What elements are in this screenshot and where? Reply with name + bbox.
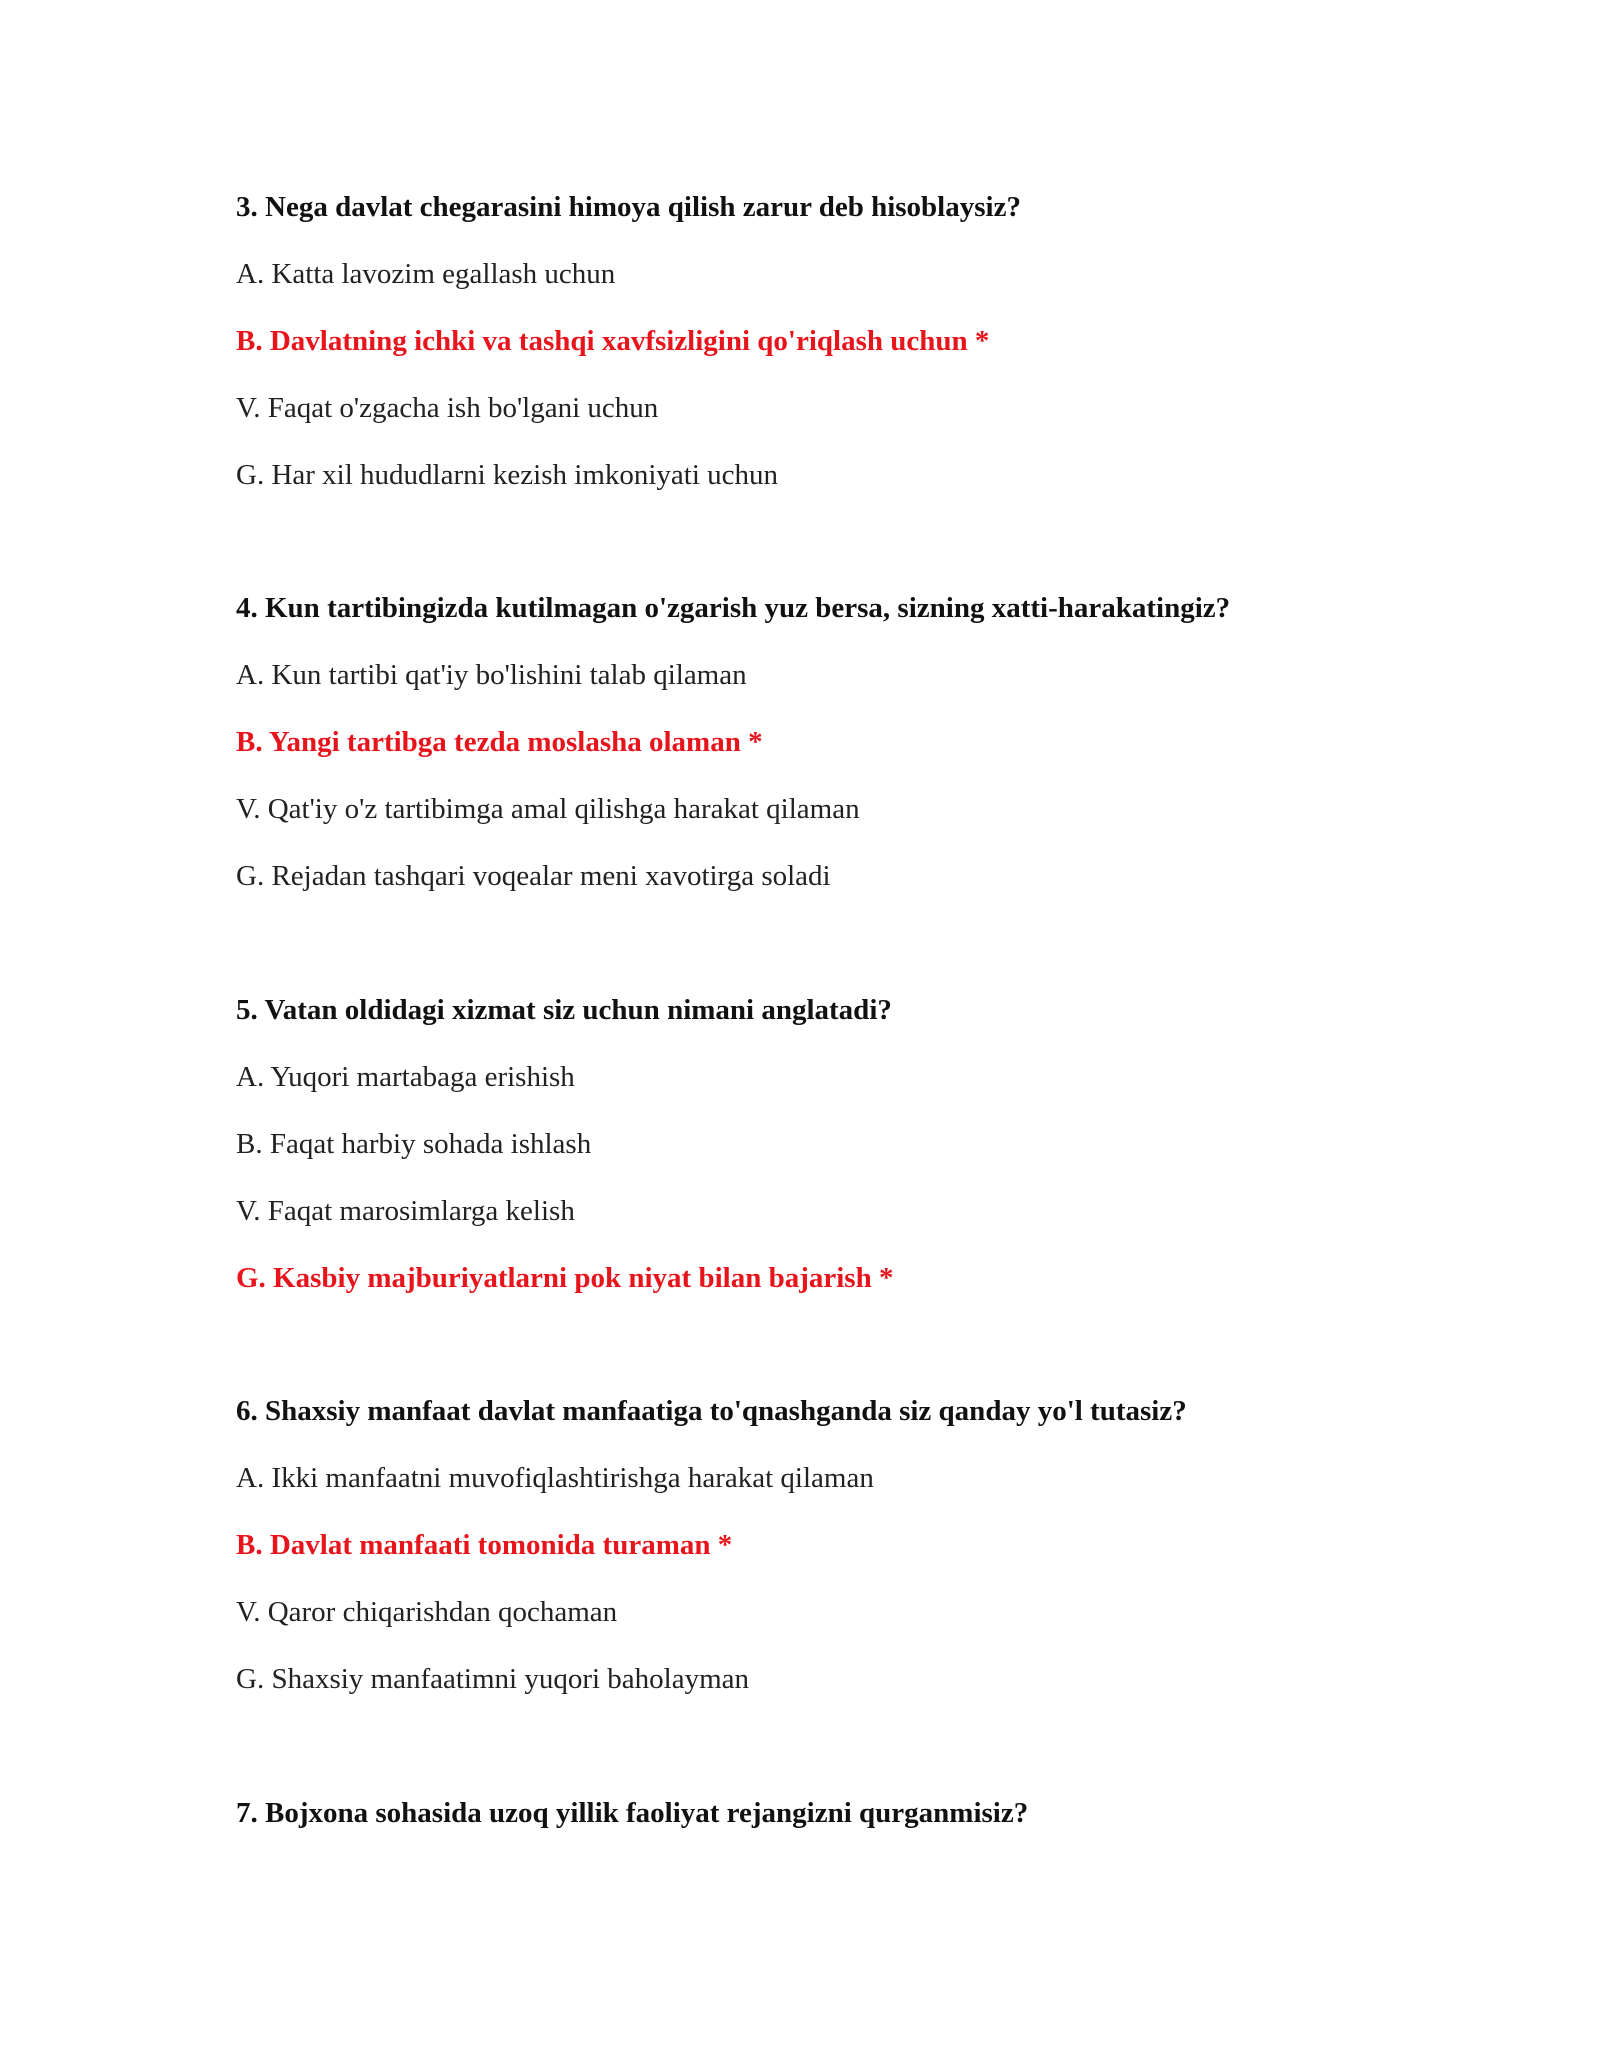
- answer-option: V. Faqat marosimlarga kelish: [236, 1195, 575, 1227]
- answer-option: G. Shaxsiy manfaatimni yuqori baholayman: [236, 1663, 750, 1695]
- question-title: 5. Vatan oldidagi xizmat siz uchun nimani anglatadi?: [236, 994, 892, 1026]
- answer-option: A. Ikki manfaatni muvofiqlashtirishga harakat qilaman: [236, 1462, 874, 1494]
- answer-option: G. Rejadan tashqari voqealar meni xavotirga soladi: [236, 860, 831, 892]
- question-title: 3. Nega davlat chegarasini himoya qilish zarur deb hisoblaysiz?: [236, 191, 1021, 223]
- answer-option: V. Qaror chiqarishdan qochaman: [236, 1596, 618, 1628]
- question-title: 6. Shaxsiy manfaat davlat manfaatiga to'qnashganda siz qanday yo'l tutasiz?: [236, 1395, 1187, 1427]
- answer-option: B. Faqat harbiy sohada ishlash: [236, 1128, 592, 1160]
- answer-option: A. Katta lavozim egallash uchun: [236, 258, 616, 290]
- question-title: 4. Kun tartibingizda kutilmagan o'zgarish yuz bersa, sizning xatti-harakatingiz?: [236, 592, 1231, 624]
- answer-option: A. Kun tartibi qat'iy bo'lishini talab qilaman: [236, 659, 747, 691]
- answer-option: V. Qat'iy o'z tartibimga amal qilishga harakat qilaman: [236, 793, 860, 825]
- question-title: 7. Bojxona sohasida uzoq yillik faoliyat rejangizni qurganmisiz?: [236, 1797, 1029, 1829]
- answer-option: G. Har xil hududlarni kezish imkoniyati uchun: [236, 459, 779, 491]
- answer-option-correct: G. Kasbiy majburiyatlarni pok niyat bilan bajarish *: [236, 1262, 894, 1294]
- answer-option: A. Yuqori martabaga erishish: [236, 1061, 575, 1093]
- answer-option-correct: B. Yangi tartibga tezda moslasha olaman *: [236, 726, 763, 758]
- answer-option-correct: B. Davlat manfaati tomonida turaman *: [236, 1529, 733, 1561]
- answer-option-correct: B. Davlatning ichki va tashqi xavfsizligini qo'riqlash uchun *: [236, 325, 990, 357]
- answer-option: V. Faqat o'zgacha ish bo'lgani uchun: [236, 392, 659, 424]
